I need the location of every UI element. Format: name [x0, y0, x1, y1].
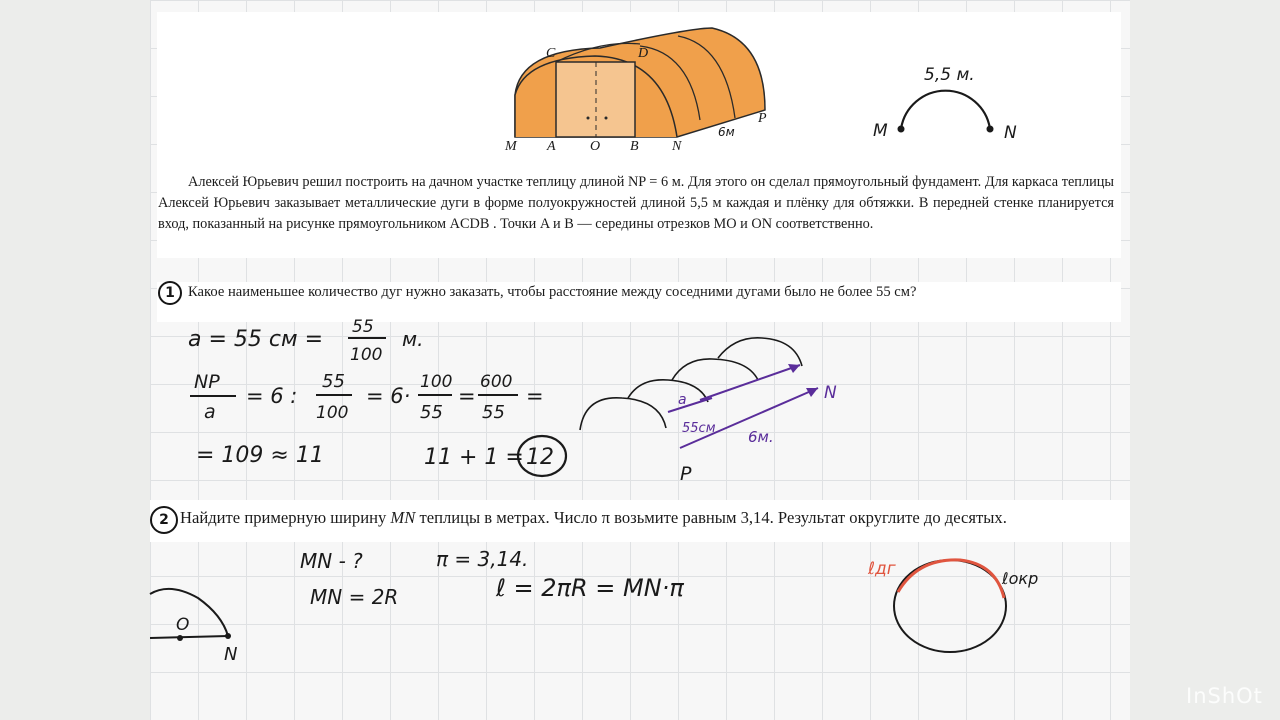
arc-length-label: 5,5 м. [924, 65, 975, 85]
greenhouse-figure [504, 28, 767, 154]
sol1-line3-right: 11 + 1 = [424, 445, 524, 470]
label-d: D [638, 46, 649, 61]
label-n: N [672, 139, 682, 154]
watermark: InShOt [1186, 684, 1263, 708]
question1-number: 1 [158, 281, 182, 305]
sketch-label-55: 55см [682, 421, 716, 436]
arc-point-m [898, 126, 905, 133]
red-arc-highlight [898, 560, 1004, 598]
sol1-frac1-den: 100 [350, 345, 383, 365]
sol1-eq-a: = [458, 384, 476, 408]
sol1-unit: м. [402, 327, 424, 351]
label-c: C [546, 46, 556, 61]
sketch-label-p: P [680, 463, 692, 485]
sketch-arc-3 [672, 359, 758, 380]
arc-label-m: М [873, 121, 888, 141]
semicircle-arc [901, 91, 990, 129]
sol1-line1-left: a = 55 см = [188, 327, 324, 352]
center-point [177, 635, 183, 641]
sketch-label-n: N [824, 383, 837, 403]
arc-diagram [873, 65, 1017, 143]
sol2-mn-eq: MN = 2R [310, 585, 399, 609]
end-point [225, 633, 231, 639]
door-dot-1 [587, 117, 590, 120]
problem-statement: Алексей Юрьевич решил построить на дачном участке теплицу длиной NP = 6 м. Для этого он сделал прямоугольный фундамент. Для каркаса теплицы Алексей Юрьевич заказывает металлические дуги в форме полуокружностей длиной 5,5 м каждая и плёнку для обтяжки. В передней стенке планируется вход, показанный на рисунке прямоугольником ACDB . Точки A и B — середины отрезков MO и ON соответственно. [158, 174, 1114, 232]
question2-number: 2 [150, 506, 178, 534]
label-b: B [630, 139, 639, 154]
question2-text-before: Найдите примерную ширину [180, 508, 391, 527]
sol1-np-den: a [204, 401, 216, 423]
sol2-label-lcircle: ℓокр [1002, 569, 1039, 588]
door-dot-2 [605, 117, 608, 120]
arc-point-n [987, 126, 994, 133]
label-np-length: 6м [718, 125, 735, 139]
question2-text-after: теплицы в метрах. Число π возьмите равным 3,14. Результат округлите до десятых. [415, 508, 1007, 527]
sketch-arc-2 [628, 380, 708, 402]
sketch-label-a: a [678, 392, 687, 408]
sol1-frac3-den: 55 [420, 402, 443, 423]
sol1-eq-b: = [526, 384, 544, 408]
question2-text-mn: MN [390, 508, 416, 527]
sol2-mn-q: MN - ? [300, 549, 363, 573]
sketch-label-6m: 6м. [748, 428, 774, 446]
circle-sketch [894, 560, 1006, 652]
sol1-frac4-num: 600 [480, 372, 513, 392]
label-p: P [758, 111, 767, 126]
sketch-arrow-a [668, 398, 712, 412]
sol1-eq6: = 6 : [246, 384, 298, 408]
label-o: O [590, 139, 601, 154]
solution2-work [150, 547, 1038, 665]
sol1-frac4-den: 55 [482, 402, 505, 423]
sol2-label-larc: ℓдг [868, 559, 896, 579]
sol1-answer: 12 [526, 445, 554, 470]
sol1-frac2-num: 55 [322, 371, 345, 392]
sol2-pi: π = 3,14. [436, 547, 529, 571]
label-m: M [505, 139, 517, 154]
sol1-line3-left: = 109 ≈ 11 [196, 443, 324, 468]
radius-line [150, 636, 228, 638]
sol1-np-num: NP [194, 371, 220, 393]
sol2-label-o: O [176, 615, 190, 635]
sol1-frac3-num: 100 [420, 372, 453, 392]
label-a: A [547, 139, 556, 154]
solution1-work [188, 317, 566, 476]
sketch-arc-1 [580, 398, 666, 430]
sol1-frac1-num: 55 [352, 317, 374, 337]
question1-text: Какое наименьшее количество дуг нужно заказать, чтобы расстояние между соседними дугами было не более 55 см? [188, 284, 917, 300]
sol2-formula: ℓ = 2πR = MN·π [496, 574, 684, 602]
sol1-frac2-den: 100 [316, 403, 349, 423]
arc-label-n: N [1004, 123, 1017, 143]
solution1-sketch [580, 338, 837, 485]
sol2-label-n: N [224, 644, 238, 665]
sol1-eq6dot: = 6· [366, 384, 411, 408]
